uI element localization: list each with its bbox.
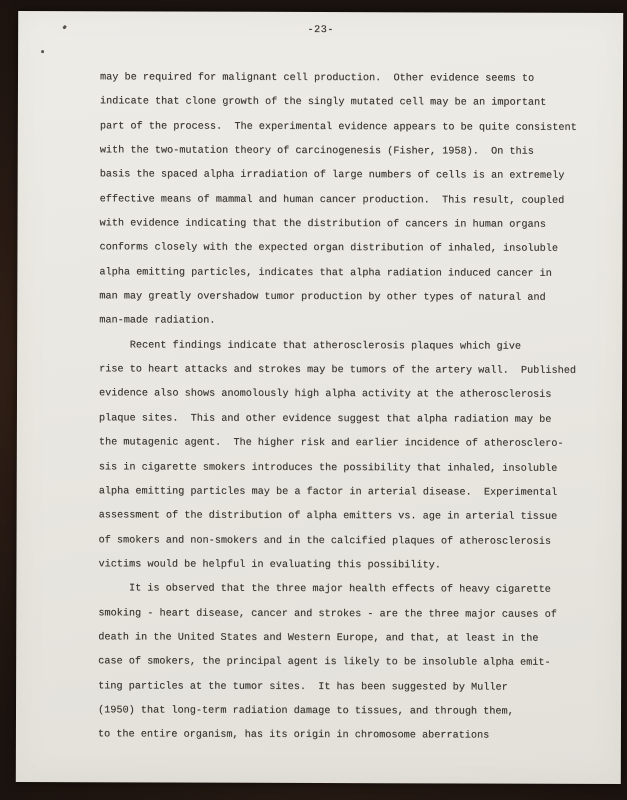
document-page xyxy=(16,11,623,784)
page-number: -23- xyxy=(307,24,334,37)
scan-speck xyxy=(41,50,44,53)
paragraph-2: Recent findings indicate that atherosclerosis plaques which give rise to heart attacks and strokes may be tumors of the artery wall. Published evidence also shows anomolously high alpha activity at the atherosclerosis plaque sites. This and other evidence suggest that alpha radiation may be the mutagenic agent. The higher risk and earlier incidence of atherosclero- sis in cigarette smokers introduces the possibility that inhaled, insoluble alpha emitting particles may be a factor in arterial disease. Experimental assessment of the distribution of alpha emitters vs. age in arterial tissue of smokers and non-smokers and in the calcified plaques of atherosclerosis victims would be helpful in evaluating this possibility. xyxy=(98,340,576,572)
paragraph-3: It is observed that the three major health effects of heavy cigarette smoking - heart disease, cancer and strokes - are the three major causes of death in the United States and Western Europe, and that, at least in the case of smokers, the principal agent is likely to be insoluble alpha emit- ting particles at the tumor sites. It has been suggested by Muller (1950) that long-term radiation damage to tissues, and through them, to the entire organism, has its origin in chromosome aberrations xyxy=(97,583,557,742)
page-body xyxy=(98,66,623,749)
paragraph-1: may be required for malignant cell production. Other evidence seems to indicate that clone growth of the singly mutated cell may be an important part of the process. The experimental evidence appears to be quite consistent with the two-mutation theory of carcinogenesis (Fisher, 1958). On this basis the spaced alpha irradiation of large numbers of cells is an extremely effective means of mammal and human cancer production. This result, coupled with evidence indicating that the distribution of cancers in human organs conforms closely with the expected organ distribution of inhaled, insoluble alpha emitting particles, indicates that alpha radiation induced cancer in man may greatly overshadow tumor production by other types of natural and man-made radiation. xyxy=(99,72,577,328)
